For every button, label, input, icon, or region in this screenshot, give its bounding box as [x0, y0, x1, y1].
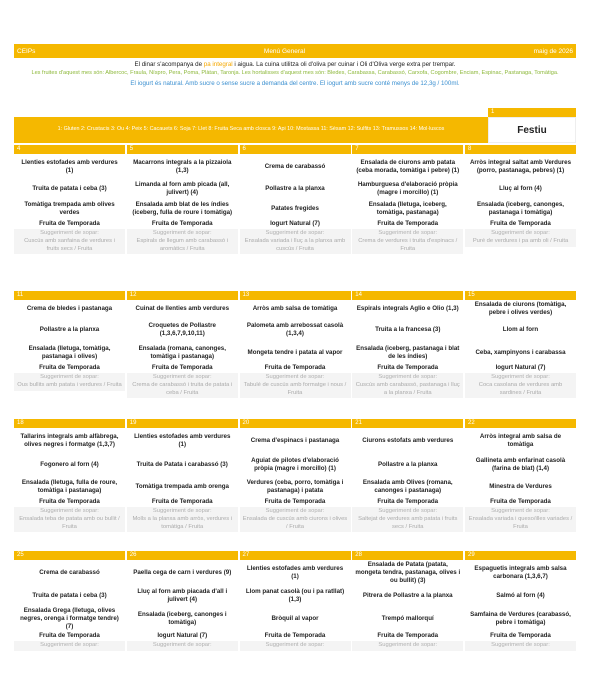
- dish-3: Tomàtiga trempada amb olives verdes: [24, 201, 115, 216]
- dinner-suggestion: [352, 373, 463, 398]
- dish-1: Espaguetis integrals amb salsa carbonara (1,3,6,7): [474, 565, 567, 580]
- dinner-suggestion-text: Ensalada variada i lluç a la planxa amb cuscús / Fruita: [244, 237, 346, 252]
- dish-3: Ensalada (lletuga, iceberg, tomàtiga, pastanaga): [368, 201, 447, 216]
- week-row: [14, 419, 576, 532]
- day-cell: [14, 145, 125, 254]
- day-number: 12: [127, 291, 238, 300]
- dinner-suggestion-heading: Suggeriment de sopar:: [378, 508, 438, 514]
- dinner-suggestion-heading: Suggeriment de sopar:: [265, 374, 325, 380]
- dish-2: Truita a la francesa (3): [375, 326, 441, 333]
- dinner-suggestion: [465, 641, 576, 651]
- dinner-suggestion: [127, 229, 238, 254]
- dinner-suggestion-heading: Suggeriment de sopar:: [152, 374, 212, 380]
- day-number: 11: [14, 291, 125, 300]
- festiu-label: Festiu: [488, 117, 576, 143]
- intro-line-yogurt: El iogurt és natural. Amb sucre o sense sucre a demanda del centre. El iogurt amb sucre conté menys de 12,3g / 100ml.: [130, 80, 460, 87]
- dessert: Fruita de Temporada: [377, 220, 439, 227]
- dessert: Fruita de Temporada: [39, 220, 100, 227]
- day-cell: [14, 551, 125, 651]
- week-row: [14, 291, 576, 398]
- day-number: 4: [14, 145, 125, 154]
- dish-2: Pollastre a la planxa: [265, 185, 325, 192]
- dessert: Iogurt Natural (7): [270, 220, 320, 227]
- dish-3: Samfaina de Verdures (carabassó, pebre i tomàtiga): [470, 611, 571, 626]
- dish-3: Verdures (ceba, porro, tomàtiga i pastanaga) i patata: [246, 479, 344, 494]
- day-cell: [127, 145, 238, 254]
- day-cell: [465, 145, 576, 254]
- dish-1: Espirals integrals Aglio e Olio (1,3): [356, 305, 459, 312]
- week-row: [14, 145, 576, 254]
- dinner-suggestion-heading: Suggeriment de sopar:: [265, 230, 325, 236]
- dinner-suggestion-heading: Suggeriment de sopar:: [491, 508, 550, 514]
- dish-2: Truita de patata i ceba (3): [32, 185, 107, 192]
- dessert: Iogurt Natural (7): [495, 364, 546, 371]
- dish-2: Gallineta amb enfarinat casolà (farina de blat) (1,4): [475, 457, 566, 472]
- dish-1: Paella cega de carn i verdures (9): [133, 569, 232, 576]
- day-number: 14: [352, 291, 463, 300]
- dish-2: Hamburguesa d'elaboració pròpia (magre i morcillo) (1): [357, 181, 458, 196]
- dish-2: Truita de patata i ceba (3): [32, 592, 107, 599]
- dessert: Fruita de Temporada: [151, 220, 213, 227]
- day-number: 25: [14, 551, 125, 560]
- dinner-suggestion-text: Ensalada de cuscús amb ciurons i olives / Fruita: [242, 515, 348, 530]
- dessert: Fruita de Temporada: [377, 498, 439, 505]
- dish-1: Llenties estofades amb verdures (1): [21, 159, 118, 174]
- dinner-suggestion: [240, 373, 351, 398]
- dish-2: Fogonero al forn (4): [40, 461, 99, 468]
- dish-1: Arròs amb salsa de tomàtiga: [252, 305, 338, 312]
- day-number: 21: [352, 419, 463, 428]
- day-cell: [352, 419, 463, 532]
- dish-2: Aguiat de pilotes d'elaboració pròpia (magre i morcillo) (1): [251, 457, 339, 472]
- dinner-suggestion-text: Molls a la planxa amb arròs, verdures i tomàtiga / Fruita: [132, 515, 233, 530]
- dish-2: Salmó al forn (4): [496, 592, 545, 599]
- day-cell: [240, 291, 351, 398]
- day-cell: [127, 551, 238, 651]
- dinner-suggestion: [240, 229, 351, 254]
- dinner-suggestion-text: Ensalada teba de patata amb ou bullit / Fruita: [19, 515, 120, 530]
- day-cell: [14, 291, 125, 398]
- dinner-suggestion-heading: Suggeriment de sopar:: [491, 642, 550, 648]
- allergen-legend: 1: Gluten 2: Crustacis 3: Ou 4: Peix 5: Cacauets 6: Soja 7: Llet 8: Fruita Seca amb closca 9: Api 10: Mostassa 11: Sèsam 12: Sulfits 13: Tramussos 14: Mol·luscos: [14, 117, 488, 143]
- dessert: Fruita de Temporada: [490, 498, 551, 505]
- day-cell: [127, 291, 238, 398]
- day-cell: [465, 419, 576, 532]
- day-cell: [352, 551, 463, 651]
- dinner-suggestion-text: Saltejat de verdures amb patata i fruits secs / Fruita: [358, 515, 458, 530]
- dinner-suggestion-heading: Suggeriment de sopar:: [152, 508, 212, 514]
- day-cell: [127, 419, 238, 532]
- dinner-suggestion-text: Crema de verdures i truita d'espinacs / Fruita: [358, 237, 458, 252]
- day-number: 29: [465, 551, 576, 560]
- dish-2: Limanda al forn amb picada (all, julivert) (4): [135, 181, 230, 196]
- dish-1: Ensalada de Patata (patata, mongeta tendra, pastanaga, olives i ou bullit) (3): [355, 561, 461, 584]
- dish-2: Lluç al forn (4): [499, 185, 542, 192]
- dish-1: Arròs integral saltat amb Verdures (porro, pastanaga, pebres) (1): [469, 159, 572, 174]
- dish-1: Tallarins integrals amb alfàbrega, olives negres i formatge (1,3,7): [20, 433, 119, 448]
- dish-2: Pollastre a la planxa: [378, 461, 438, 468]
- dish-1: Ensalada de ciurons amb patata (ceba morada, tomàtiga i pebre) (1): [356, 159, 460, 174]
- dinner-suggestion-text: Ensalada variada i queso/illes variades / Fruita: [468, 515, 573, 530]
- dinner-suggestion: [465, 373, 576, 398]
- dessert: Fruita de Temporada: [264, 498, 326, 505]
- dessert: Fruita de Temporada: [151, 364, 213, 371]
- day-cell: [240, 551, 351, 651]
- day-number: 26: [127, 551, 238, 560]
- dinner-suggestion: [240, 507, 351, 532]
- dessert: Fruita de Temporada: [264, 364, 326, 371]
- dinner-suggestion-heading: Suggeriment de sopar:: [491, 374, 550, 380]
- dinner-suggestion-heading: Suggeriment de sopar:: [40, 230, 99, 236]
- intro-line-1: El dinar s'acompanya de pa integral i aigua. La cuina utilitza oli d'oliva per cuinar i Oli d'Oliva verge extra per trempar.: [134, 61, 456, 68]
- dinner-suggestion: [127, 507, 238, 532]
- day-cell: [352, 291, 463, 398]
- dinner-suggestion: [352, 229, 463, 254]
- dish-3: Ensalada Grega (lletuga, olives negres, orenga i formatge tendre) (7): [20, 607, 119, 630]
- dinner-suggestion: [240, 641, 351, 651]
- dinner-suggestion-heading: Suggeriment de sopar:: [152, 230, 212, 236]
- header-month: maig de 2026: [533, 47, 573, 55]
- dish-1: Arròs integral amb salsa de tomàtiga: [479, 433, 562, 448]
- dish-1: Llenties estofades amb verdures (1): [246, 565, 344, 580]
- dinner-suggestion-heading: Suggeriment de sopar:: [40, 374, 99, 380]
- header-title: Menú General: [263, 47, 306, 55]
- dish-1: Cuinat de llenties amb verdures: [135, 305, 230, 312]
- day-number: 22: [465, 419, 576, 428]
- dinner-suggestion-text: Cuscús amb sanfaina de verdures i fruits secs / Fruita: [24, 237, 115, 252]
- dinner-suggestion: [14, 373, 125, 391]
- day-cell: [352, 145, 463, 254]
- dish-3: Patates fregides: [271, 205, 319, 212]
- dinner-suggestion-heading: Suggeriment de sopar:: [491, 230, 550, 236]
- dinner-suggestion: [352, 641, 463, 651]
- day-cell: [14, 419, 125, 532]
- day-number: 8: [465, 145, 576, 154]
- day-cell: [240, 145, 351, 254]
- dinner-suggestion-heading: Suggeriment de sopar:: [378, 642, 438, 648]
- day-number: 28: [352, 551, 463, 560]
- day-number: 15: [465, 291, 576, 300]
- dish-3: Ensalada (iceberg, canonges i tomàtiga): [137, 611, 227, 626]
- dish-2: Palometa amb arrebossat casolà (1,3,4): [246, 322, 344, 337]
- dish-3: Ceba, xampinyons i carabassa: [475, 349, 566, 356]
- dinner-suggestion-heading: Suggeriment de sopar:: [378, 374, 438, 380]
- dinner-suggestion-text: Tabulé de cuscús amb formatge i nous / Fruita: [243, 381, 347, 396]
- dinner-suggestion: [14, 641, 125, 651]
- dinner-suggestion: [352, 507, 463, 532]
- dinner-suggestion: [465, 229, 576, 247]
- dish-1: Crema d'espinacs i pastanaga: [250, 437, 340, 444]
- dinner-suggestion-heading: Suggeriment de sopar:: [40, 508, 99, 514]
- day-number: 27: [240, 551, 351, 560]
- dish-1: Ensalada de ciurons (tomàtiga, pebre i olives verdes): [474, 301, 567, 316]
- dinner-suggestion-heading: Suggeriment de sopar:: [265, 508, 325, 514]
- dish-1: Llenties estofades amb verdures (1): [134, 433, 231, 448]
- dinner-suggestion-heading: Suggeriment de sopar:: [265, 642, 325, 648]
- day-number: 18: [14, 419, 125, 428]
- dinner-suggestion-heading: Suggeriment de sopar:: [40, 642, 99, 648]
- day-number: 19: [127, 419, 238, 428]
- day-number: 20: [240, 419, 351, 428]
- dessert: Fruita de Temporada: [264, 632, 326, 639]
- dish-3: Ensalada (lletuga, fulla de roure, tomàtiga i pastanaga): [21, 479, 118, 494]
- dinner-suggestion-text: Coca casolana de verdures amb sardines / Fruita: [478, 381, 563, 396]
- week-row: [14, 551, 576, 651]
- dessert: Fruita de Temporada: [490, 220, 551, 227]
- dish-3: Bròquil al vapor: [271, 615, 319, 622]
- dessert: Fruita de Temporada: [39, 498, 100, 505]
- day-number: 6: [240, 145, 351, 154]
- dish-3: Mongeta tendre i patata al vapor: [247, 349, 343, 356]
- dish-3: Ensalada (lletuga, tomàtiga, pastanaga i olives): [28, 345, 111, 360]
- header-bar: [14, 44, 576, 58]
- dish-3: Ensalada amb Olives (romana, canonges i pastanaga): [362, 479, 453, 494]
- dinner-suggestion-heading: Suggeriment de sopar:: [378, 230, 438, 236]
- festiu-day-number: 1: [488, 108, 576, 117]
- dinner-suggestion: [465, 507, 576, 532]
- dessert: Fruita de Temporada: [490, 632, 551, 639]
- dish-2: Llom al forn: [502, 326, 539, 333]
- dish-2: Llom panat casolà (ou i pa ratllat) (1,3): [245, 588, 345, 603]
- dinner-suggestion-heading: Suggeriment de sopar:: [152, 642, 212, 648]
- dinner-suggestion-text: Crema de carabassó i truita de patata i ceba / Fruita: [132, 381, 233, 396]
- dessert: Fruita de Temporada: [151, 498, 213, 505]
- dish-3: Minestra de Verdures: [489, 483, 552, 490]
- dish-1: Crema de carabassó: [264, 163, 326, 170]
- dish-1: Crema de carabassó: [39, 569, 100, 576]
- dish-1: Macarrons integrals a la pizzaiola (1,3): [133, 159, 232, 174]
- dish-2: Truita de Patata i carabassó (3): [136, 461, 228, 468]
- dessert: Fruita de Temporada: [39, 632, 100, 639]
- dish-2: Pitrera de Pollastre a la planxa: [362, 592, 453, 599]
- day-cell: [465, 551, 576, 651]
- intro-line-seasonal: Les fruites d'aquest mes són: Albercoc, Fraula, Níspro, Pera, Poma, Plàtan, Taronja. Les hortalisses d'aquest mes són: Bledes, Carabassa, Carabassó, Carxofa, Cogombre, Enciam, Espinac, Pastanaga, Tomàtiga.: [31, 70, 559, 76]
- day-cell: [240, 419, 351, 532]
- dinner-suggestion-text: Ous bullits amb patata i verdures / Fruita: [17, 381, 122, 388]
- dish-3: Trempó mallorquí: [381, 615, 434, 622]
- dinner-suggestion-text: Cuscús amb carabassó, pastanaga i lluç a la planxa / Fruita: [355, 381, 460, 396]
- day-number: 13: [240, 291, 351, 300]
- dinner-suggestion: [14, 507, 125, 532]
- day-number: 5: [127, 145, 238, 154]
- dish-2: Pollastre a la planxa: [39, 326, 100, 333]
- dinner-suggestion: [127, 641, 238, 651]
- dessert: Fruita de Temporada: [39, 364, 100, 371]
- dish-3: Ensalada amb blat de les índies (iceberg, fulla de roure i tomàtiga): [132, 201, 233, 216]
- dinner-suggestion: [14, 229, 125, 254]
- dish-3: Ensalada (romana, canonges, tomàtiga i pastanaga): [138, 345, 226, 360]
- dish-3: Ensalada (iceberg, canonges, pastanaga i tomàtiga): [477, 201, 564, 216]
- dish-1: Crema de bledes i pastanaga: [26, 305, 113, 312]
- day-cell: [465, 291, 576, 398]
- dinner-suggestion-text: Puré de verdures i pa amb oli / Fruita: [472, 237, 569, 244]
- dish-3: Tomàtiga trempada amb orenga: [135, 483, 229, 490]
- dish-2: Lluç al forn amb piacada d'all i julivert (4): [137, 588, 228, 603]
- dessert: Fruita de Temporada: [377, 632, 439, 639]
- dessert: Iogurt Natural (7): [157, 632, 208, 639]
- header-left: CEIPs: [17, 47, 36, 55]
- day-number: 7: [352, 145, 463, 154]
- dish-1: Ciurons estofats amb verdures: [362, 437, 454, 444]
- dinner-suggestion-text: Espirals de llegum amb carabassó i aromàtics / Fruita: [136, 237, 228, 252]
- intro-text: [14, 60, 576, 88]
- dish-3: Ensalada (iceberg, pastanaga i blat de les índies): [356, 345, 460, 360]
- dish-2: Croquetes de Pollastre (1,3,6,7,9,10,11): [148, 322, 216, 337]
- dessert: Fruita de Temporada: [377, 364, 439, 371]
- dinner-suggestion: [127, 373, 238, 398]
